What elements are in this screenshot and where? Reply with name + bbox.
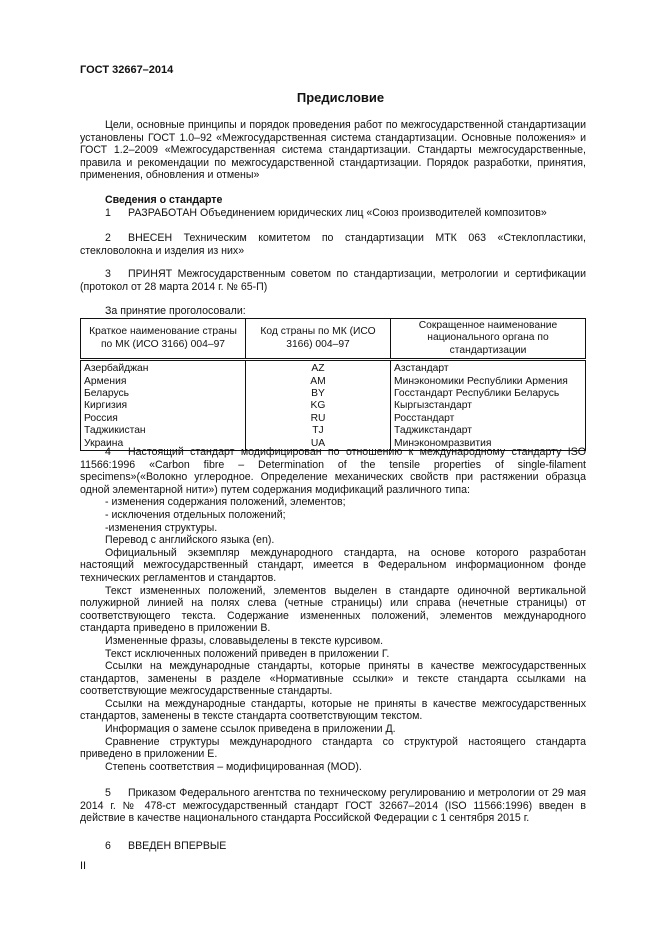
item-number: 3 [105,268,111,280]
table-row [81,413,586,425]
column-header: Сокращенное наименование национального органа по стандартизации [391,319,586,360]
table-row [81,388,586,400]
item-number: 4 [105,446,111,458]
standards-body-cell: Азстандарт [391,360,586,376]
table-row [81,360,586,376]
table-row [81,376,586,388]
standards-body-cell: Кыргызстандарт [391,400,586,412]
column-header: Код страны по МК (ИСО 3166) 004–97 [246,319,391,360]
item-4-paragraph: Измененные фразы, словавыделены в тексте курсивом. [105,634,384,647]
page-title: Предисловие [296,90,385,105]
item-1 [80,207,586,220]
item-4-paragraph: Ссылки на международные стандарты, которые приняты в качестве межгосударственных стандартов, заменены в разделе «Нормативные ссылки» и тексте стандарта ссылками на соответствующие межгосударственные стандарты. [80,660,586,698]
country-code-cell: RU [246,413,391,425]
item-4-paragraph: Текст измененных положений, элементов выделен в стандарте одиночной вертикальной полужирной линией на полях слева (четные страницы) или справа (нечетные страницы) от соответствующего текста. Содержание измененных положений, элементов международного стандарта приведено в приложении В. [80,584,586,635]
item-text: ПРИНЯТ Межгосударственным советом по стандартизации, метрологии и сертификации (протокол от 28 марта 2014 г. № 65-П) [80,268,586,293]
item-6 [80,840,586,853]
item-4-paragraph: -изменения структуры. [105,521,218,534]
item-4-paragraph: - исключения отдельных положений; [105,508,286,521]
column-header: Краткое наименование страны по МК (ИСО 3166) 004–97 [81,319,246,360]
intro-paragraph: Цели, основные принципы и порядок проведения работ по межгосударственной стандартизации установлены ГОСТ 1.0–92 «Межгосударственная система стандартизации. Основные положения» и ГОСТ 1.2–2009 «Межгосударственная система стандартизации. Стандарты межгосударственные, правила и рекомендации по межгосударственной стандартизации. Порядок разработки, принятия, применения, обновления и отмены» [80,119,586,182]
standards-body-cell: Минэкономики Республики Армения [391,376,586,388]
item-4 [80,446,586,773]
item-5 [80,787,586,825]
standards-body-cell: Таджикстандарт [391,425,586,437]
country-name-cell: Таджикистан [81,425,246,437]
item-4-paragraph: Информация о замене ссылок приведена в приложении Д. [105,723,396,736]
standards-body-cell: Минэкономразвития [391,438,586,451]
table-header-row [81,319,586,360]
country-name-cell: Киргизия [81,400,246,412]
standards-body-cell: Госстандарт Республики Беларусь [391,388,586,400]
item-number: 5 [105,787,111,799]
country-code-cell: TJ [246,425,391,437]
item-text: Приказом Федерального агентства по техническому регулированию и метрологии от 29 мая 2014 г. № 478-ст межгосударственный стандарт ГОСТ 32667–2014 (ISO 11566:1996) введен в действие в качестве национального стандарта Российской Федерации с 1 сентября 2015 г. [80,787,586,825]
item-4-paragraph: Сравнение структуры международного стандарта со структурой настоящего стандарта приведено в приложении Е. [80,735,586,761]
table-row [81,400,586,412]
item-4-paragraph: Текст исключенных положений приведен в приложении Г. [105,647,390,660]
vote-label: За принятие проголосовали: [105,305,246,317]
item-2 [80,232,586,257]
item-text: ВВЕДЕН ВПЕРВЫЕ [128,840,227,852]
item-text: ВНЕСЕН Техническим комитетом по стандартизации МТК 063 «Стеклопластики, стекловолокна и изделия из них» [80,232,586,257]
country-name-cell: Россия [81,413,246,425]
country-name-cell: Армения [81,376,246,388]
item-text: РАЗРАБОТАН Объединением юридических лиц «Союз производителей композитов» [128,207,547,219]
item-4-paragraph: Степень соответствия – модифицированная (MOD). [105,760,362,773]
country-name-cell: Беларусь [81,388,246,400]
table-row [81,425,586,437]
country-code-cell: UA [246,438,391,451]
item-4-paragraph: Ссылки на международные стандарты, которые не приняты в качестве межгосударственных стандартов, заменены в тексте стандарта соответствующим текстом. [80,697,586,723]
item-text: Настоящий стандарт модифицирован по отношению к международному стандарту ISO 11566:1996 «Carbon fibre – Determination of the tensile properties of single-filament specimens»(«Волокно углеродное. Определение механических свойств при растяжении образца одной элементарной нити») путем содержания модификаций различного типа: [80,446,586,496]
voting-table [80,318,586,451]
item-number: 2 [105,232,111,244]
page-number: II [80,860,87,872]
item-4-paragraph: Перевод с английского языка (en). [105,534,275,547]
country-code-cell: AM [246,376,391,388]
item-3 [80,268,586,293]
item-number: 6 [105,840,111,852]
info-heading: Сведения о стандарте [105,194,223,206]
country-code-cell: AZ [246,360,391,376]
document-header: ГОСТ 32667–2014 [80,64,174,76]
standards-body-cell: Росстандарт [391,413,586,425]
country-code-cell: KG [246,400,391,412]
country-code-cell: BY [246,388,391,400]
item-4-paragraph: Официальный экземпляр международного стандарта, на основе которого разработан настоящий межгосударственный стандарт, имеется в Федеральном информационном фонде технических регламентов и стандартов. [80,546,586,584]
country-name-cell: Азербайджан [81,360,246,376]
item-number: 1 [105,207,111,219]
country-name-cell: Украина [81,438,246,451]
item-4-paragraph: - изменения содержания положений, элементов; [105,496,346,509]
